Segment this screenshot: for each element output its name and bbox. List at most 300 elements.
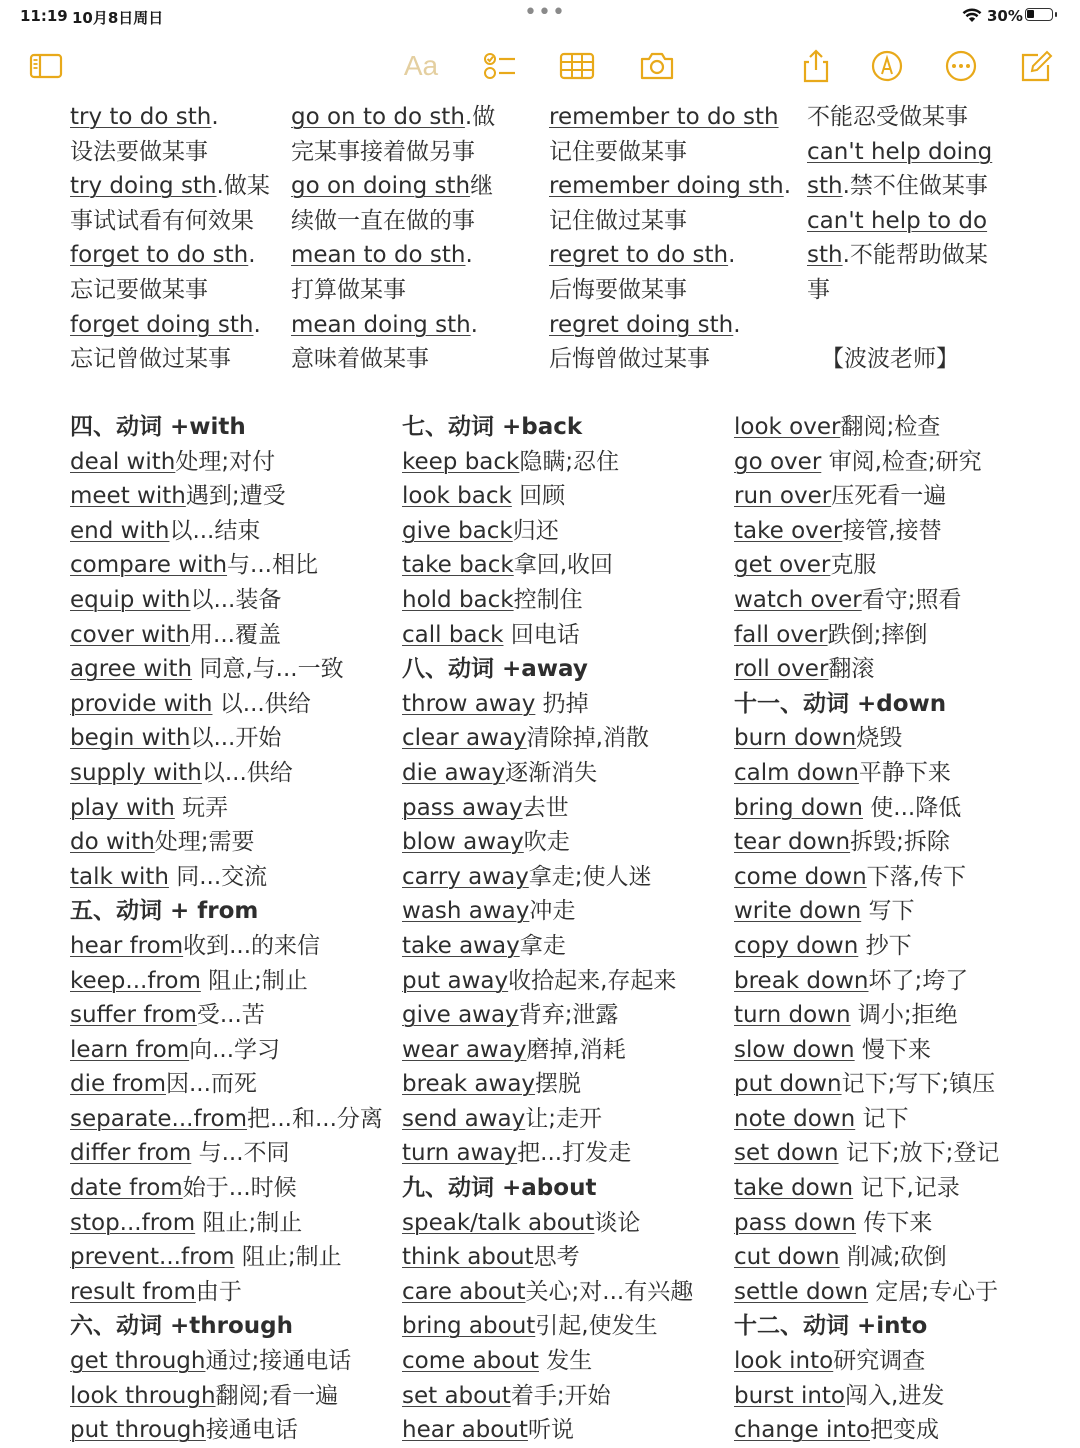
phrase-line (291, 135, 495, 170)
phrase-term: provide with (70, 690, 213, 717)
section-heading (70, 894, 383, 929)
phrase-term: meet with (70, 483, 186, 510)
phrase-line (402, 1136, 693, 1171)
phrase-meaning: 拿回,收回 (513, 552, 614, 579)
phrase-meaning: 下落,传下 (866, 863, 966, 890)
phrase-term: stop...from (70, 1209, 196, 1236)
phrase-line (402, 791, 693, 826)
phrase-meaning: 受...苦 (196, 1002, 265, 1029)
phrase-meaning: 后悔要做某事 (549, 276, 687, 303)
phrase-term: begin with (70, 725, 191, 752)
section-heading (402, 1171, 693, 1206)
top-column (549, 100, 791, 377)
phrase-line (70, 1067, 383, 1102)
phrase-term: keep...from (70, 967, 201, 994)
phrase-term: separate...from (70, 1105, 248, 1132)
status-date: 10月8日周日 (72, 9, 164, 27)
phrase-meaning: 使...降低 (863, 794, 962, 821)
phrase-line (734, 1413, 999, 1448)
phrase-line (402, 929, 693, 964)
phrase-meaning: 写下 (861, 898, 915, 925)
phrase-meaning: 把...和...分离 (247, 1105, 383, 1132)
phrase-meaning: 归还 (512, 517, 559, 544)
phrase-meaning: 引起,使发生 (535, 1313, 658, 1340)
phrase-term: end with (70, 517, 170, 544)
phrase-meaning: 同意,与...一致 (192, 656, 344, 683)
compose-icon[interactable] (1016, 48, 1056, 84)
phrase-meaning: 坏了;垮了 (868, 967, 969, 994)
phrase-meaning: 把变成 (870, 1417, 940, 1444)
phrase-term: set about (402, 1382, 511, 1409)
section-heading (734, 687, 999, 722)
phrase-term: burst into (734, 1382, 846, 1409)
phrase-term: die away (402, 759, 506, 786)
phrase-meaning: 谈论 (594, 1209, 641, 1236)
phrase-meaning: 记下,记录 (853, 1175, 960, 1202)
note-body[interactable] (0, 100, 1080, 1444)
phrase-meaning: 由于 (195, 1278, 242, 1305)
phrase-meaning: 接通电话 (205, 1417, 298, 1444)
phrase-term: pass away (402, 794, 523, 821)
phrase-term: call back (402, 621, 504, 648)
phrase-line (549, 169, 791, 204)
phrase-line (70, 1033, 383, 1068)
phrase-line (549, 204, 791, 239)
phrase-meaning: 忘记要做某事 (70, 276, 208, 303)
phrase-meaning: 忘记曾做过某事 (70, 346, 231, 373)
phrase-line (549, 135, 791, 170)
phrase-term: speak/talk about (402, 1209, 595, 1236)
phrase-term: slow down (734, 1036, 855, 1063)
phrase-term: note down (734, 1105, 856, 1132)
phrase-meaning: . (733, 311, 741, 338)
phrase-line (734, 1067, 999, 1102)
section-column (70, 410, 383, 1448)
multitasking-dots-icon[interactable]: ••• (524, 0, 566, 25)
phrase-line (70, 652, 383, 687)
phrase-term: supply with (70, 759, 202, 786)
phrase-meaning: 让;走开 (525, 1105, 602, 1132)
phrase-line (402, 998, 693, 1033)
heading-text: 八、动词 +away (402, 656, 588, 683)
phrase-term: watch over (734, 586, 862, 613)
phrase-meaning: 冲走 (529, 898, 576, 925)
phrase-line (70, 1379, 383, 1414)
phrase-meaning: 背弃;泄露 (518, 1002, 619, 1029)
phrase-line (70, 687, 383, 722)
phrase-term: run over (734, 483, 832, 510)
phrase-meaning: 发生 (538, 1348, 593, 1375)
phrase-meaning: 通过;接通电话 (205, 1348, 352, 1375)
phrase-meaning: .做某 (216, 173, 270, 200)
phrase-meaning: 以...供给 (201, 759, 293, 786)
phrase-line (70, 238, 270, 273)
phrase-line (402, 583, 693, 618)
phrase-meaning: 慢下来 (854, 1036, 931, 1063)
phrase-meaning: 记下;放下;登记 (838, 1140, 1000, 1167)
phrase-term: deal with (70, 448, 176, 475)
phrase-meaning: 着手;开始 (510, 1382, 611, 1409)
phrase-line (402, 1033, 693, 1068)
phrase-line (734, 618, 999, 653)
phrase-term: put down (734, 1071, 842, 1098)
phrase-line (807, 308, 992, 343)
phrase-term: bring down (734, 794, 863, 821)
phrase-term: sth (807, 173, 843, 200)
phrase-term: wear away (402, 1036, 527, 1063)
phrase-line (807, 342, 992, 377)
phrase-line (402, 1309, 693, 1344)
phrase-meaning: 与...相比 (227, 552, 318, 579)
phrase-meaning: 后悔曾做过某事 (549, 346, 710, 373)
phrase-line (734, 894, 999, 929)
phrase-meaning: 阻止;制止 (200, 967, 308, 994)
phrase-line (402, 825, 693, 860)
phrase-line (807, 135, 992, 170)
phrase-meaning: 磨掉,消耗 (526, 1036, 626, 1063)
phrase-line (291, 169, 495, 204)
phrase-line (807, 169, 992, 204)
phrase-meaning: 翻滚 (828, 656, 875, 683)
phrase-meaning: 传下来 (856, 1209, 933, 1236)
phrase-meaning: . (728, 242, 736, 269)
phrase-term: get through (70, 1348, 206, 1375)
phrase-meaning: 遇到;遭受 (185, 483, 286, 510)
phrase-meaning: 以...供给 (212, 690, 311, 717)
phrase-line (70, 825, 383, 860)
table-icon[interactable] (557, 48, 597, 84)
phrase-line (402, 756, 693, 791)
phrase-term: compare with (70, 552, 228, 579)
phrase-term: settle down (734, 1278, 869, 1305)
phrase-term: agree with (70, 656, 193, 683)
phrase-meaning: 继 (470, 173, 494, 200)
phrase-term: write down (734, 898, 862, 925)
phrase-term: care about (402, 1278, 526, 1305)
section-heading (70, 410, 383, 445)
section-heading (734, 1309, 999, 1344)
phrase-term: clear away (402, 725, 527, 752)
phrase-line (549, 308, 791, 343)
phrase-line (70, 929, 383, 964)
phrase-term: look into (734, 1348, 834, 1375)
phrase-line (734, 1379, 999, 1414)
phrase-meaning: . (211, 104, 219, 130)
phrase-line (70, 100, 270, 135)
phrase-meaning: .禁不住做某事 (842, 173, 988, 200)
battery-icon (1025, 8, 1053, 21)
phrase-term: turn down (734, 1002, 851, 1029)
phrase-meaning: 研究调查 (833, 1348, 926, 1375)
phrase-term: change into (734, 1417, 871, 1444)
phrase-line (402, 618, 693, 653)
phrase-line (402, 964, 693, 999)
heading-text: 六、动词 +through (70, 1313, 294, 1340)
phrase-meaning: .做 (464, 104, 496, 130)
phrase-line (70, 1275, 383, 1310)
phrase-meaning: 意味着做某事 (291, 346, 429, 373)
phrase-line (70, 721, 383, 756)
phrase-line (734, 964, 999, 999)
phrase-line (402, 1275, 693, 1310)
phrase-meaning: 处理;对付 (175, 448, 276, 475)
camera-icon[interactable] (637, 48, 677, 84)
phrase-line (70, 548, 383, 583)
phrase-line (70, 1413, 383, 1448)
phrase-line (402, 514, 693, 549)
phrase-line (734, 445, 999, 480)
phrase-line (70, 756, 383, 791)
phrase-term: sth (807, 242, 843, 269)
phrase-line (807, 238, 992, 273)
heading-text: 七、动词 +back (402, 414, 583, 440)
status-time: 11:19 (20, 7, 68, 25)
phrase-term: suffer from (70, 1002, 197, 1029)
phrase-meaning: 抄下 (858, 932, 912, 959)
phrase-term: equip with (70, 586, 191, 613)
phrase-line (734, 721, 999, 756)
phrase-line (291, 342, 495, 377)
phrase-term: play with (70, 794, 175, 821)
phrase-term: mean doing sth (291, 311, 471, 338)
phrase-line (734, 1033, 999, 1068)
battery-percent: 30% (987, 7, 1023, 25)
phrase-line (734, 514, 999, 549)
phrase-meaning: 因...而死 (165, 1071, 257, 1098)
phrase-meaning: 记住要做某事 (549, 138, 687, 165)
phrase-term: try to do sth (70, 104, 212, 130)
phrase-meaning: . (248, 242, 256, 269)
phrase-meaning: 事 (807, 276, 830, 303)
phrase-meaning: 吹走 (523, 829, 570, 856)
phrase-line (70, 1344, 383, 1379)
phrase-line (734, 1206, 999, 1241)
phrase-line (549, 238, 791, 273)
phrase-term: forget to do sth (70, 242, 249, 269)
phrase-line (734, 791, 999, 826)
phrase-meaning: 事试试看有何效果 (70, 207, 254, 234)
phrase-line (402, 445, 693, 480)
phrase-term: go on doing sth (291, 173, 471, 200)
phrase-line (70, 445, 383, 480)
phrase-line (402, 721, 693, 756)
phrase-term: come about (402, 1348, 539, 1375)
notes-toolbar (0, 38, 1080, 94)
section-heading (402, 410, 693, 445)
phrase-term: carry away (402, 863, 529, 890)
phrase-line (70, 618, 383, 653)
phrase-term: set down (734, 1140, 839, 1167)
phrase-meaning: 定居;专心于 (868, 1278, 999, 1305)
phrase-line (402, 479, 693, 514)
phrase-meaning: . (470, 311, 478, 338)
phrase-meaning: 与...不同 (191, 1140, 290, 1167)
phrase-meaning: 平静下来 (858, 759, 951, 786)
phrase-meaning: 以...结束 (169, 517, 261, 544)
phrase-term: take away (402, 932, 520, 959)
phrase-term: look over (734, 414, 841, 440)
phrase-meaning: 烧毁 (856, 725, 903, 752)
phrase-term: look through (70, 1382, 216, 1409)
phrase-term: give back (402, 517, 513, 544)
phrase-meaning: 不能忍受做某事 (807, 104, 968, 130)
phrase-term: cut down (734, 1244, 840, 1271)
phrase-meaning: 拿走 (519, 932, 566, 959)
phrase-meaning: 控制住 (513, 586, 583, 613)
phrase-term: wash away (402, 898, 530, 925)
phrase-line (70, 998, 383, 1033)
phrase-line (549, 100, 791, 135)
phrase-term: give away (402, 1002, 519, 1029)
phrase-term: can't help doing (807, 138, 993, 165)
more-icon[interactable] (941, 48, 981, 84)
phrase-term: learn from (70, 1036, 190, 1063)
phrase-term: think about (402, 1244, 534, 1271)
share-icon[interactable] (796, 48, 836, 84)
phrase-line (402, 894, 693, 929)
markup-icon[interactable] (867, 48, 907, 84)
phrase-line (70, 1240, 383, 1275)
phrase-line (734, 1240, 999, 1275)
phrase-line (70, 479, 383, 514)
phrase-line (549, 273, 791, 308)
phrase-term: prevent...from (70, 1244, 235, 1271)
phrase-line (70, 514, 383, 549)
heading-text: 十二、动词 +into (734, 1313, 928, 1340)
format-text-button[interactable]: Aa (403, 50, 439, 81)
phrase-term: date from (70, 1175, 183, 1202)
phrase-meaning: 削减;砍倒 (839, 1244, 947, 1271)
phrase-meaning: 续做一直在做的事 (291, 207, 475, 234)
phrase-line (291, 204, 495, 239)
section-heading (70, 1309, 383, 1344)
phrase-line (734, 410, 999, 445)
phrase-meaning: 跌倒;摔倒 (827, 621, 928, 648)
phrase-line (734, 756, 999, 791)
phrase-line (70, 342, 270, 377)
section-column (734, 410, 999, 1448)
phrase-term: put through (70, 1417, 206, 1444)
phrase-term: copy down (734, 932, 859, 959)
checklist-icon[interactable] (479, 48, 519, 84)
phrase-line (70, 964, 383, 999)
phrase-term: roll over (734, 656, 829, 683)
phrase-term: take back (402, 552, 514, 579)
phrase-meaning: 拿走;使人迷 (528, 863, 652, 890)
phrase-line (70, 204, 270, 239)
phrase-term: keep back (402, 448, 520, 475)
phrase-line (734, 860, 999, 895)
phrase-line (734, 998, 999, 1033)
phrase-meaning: 始于...时候 (182, 1175, 297, 1202)
phrase-term: do with (70, 829, 155, 856)
phrase-meaning: 回电话 (503, 621, 580, 648)
phrase-meaning: 逐渐消失 (505, 759, 598, 786)
phrase-meaning: 以...装备 (190, 586, 282, 613)
phrase-line (549, 342, 791, 377)
phrase-term: put away (402, 967, 509, 994)
phrase-meaning: 收到...的来信 (183, 932, 321, 959)
phrase-meaning: 阻止;制止 (234, 1244, 342, 1271)
phrase-term: go on to do sth (291, 104, 465, 130)
phrase-meaning: 克服 (830, 552, 877, 579)
phrase-line (70, 791, 383, 826)
phrase-line (70, 169, 270, 204)
phrase-term: send away (402, 1105, 526, 1132)
phrase-meaning: 扔掉 (535, 690, 589, 717)
phrase-line (734, 1344, 999, 1379)
phrase-line (291, 238, 495, 273)
sidebar-icon[interactable] (26, 48, 66, 84)
phrase-line (70, 583, 383, 618)
phrase-meaning: 处理;需要 (154, 829, 255, 856)
phrase-line (734, 479, 999, 514)
phrase-meaning: 阻止;制止 (195, 1209, 303, 1236)
phrase-meaning: 同...交流 (168, 863, 268, 890)
phrase-line (402, 1067, 693, 1102)
phrase-meaning: 关心;对...有兴趣 (525, 1278, 694, 1305)
phrase-line (734, 1275, 999, 1310)
phrase-line (734, 825, 999, 860)
phrase-line (402, 1206, 693, 1241)
phrase-line (402, 687, 693, 722)
phrase-meaning: 翻阅;检查 (840, 414, 941, 440)
top-column (70, 100, 270, 377)
phrase-meaning: 压死看一遍 (831, 483, 947, 510)
phrase-meaning: 完某事接着做另事 (291, 138, 475, 165)
phrase-term: cover with (70, 621, 191, 648)
phrase-meaning: 清除掉,消散 (526, 725, 649, 752)
phrase-term: get over (734, 552, 831, 579)
phrase-line (70, 308, 270, 343)
phrase-term: result from (70, 1278, 196, 1305)
phrase-meaning: . (253, 311, 261, 338)
wifi-icon (962, 8, 982, 27)
phrase-term: remember doing sth (549, 173, 784, 200)
phrase-term: calm down (734, 759, 859, 786)
phrase-term: can't help to do (807, 207, 988, 234)
phrase-line (291, 100, 495, 135)
phrase-term: take over (734, 517, 843, 544)
phrase-term: go over (734, 448, 822, 475)
phrase-term: take down (734, 1175, 854, 1202)
phrase-term: fall over (734, 621, 828, 648)
phrase-term: hold back (402, 586, 514, 613)
phrase-line (402, 1102, 693, 1137)
phrase-meaning: 闯入,进发 (845, 1382, 945, 1409)
phrase-term: hear from (70, 932, 184, 959)
phrase-line (734, 652, 999, 687)
phrase-line (402, 1344, 693, 1379)
phrase-term: forget doing sth (70, 311, 254, 338)
phrase-meaning: 拆毁;拆除 (850, 829, 950, 856)
heading-text: 十一、动词 +down (734, 690, 947, 717)
phrase-meaning: 打算做某事 (291, 276, 406, 303)
phrase-meaning: 调小;拒绝 (850, 1002, 958, 1029)
heading-text: 四、动词 +with (70, 414, 246, 440)
phrase-line (70, 273, 270, 308)
phrase-meaning: .不能帮助做某 (842, 242, 988, 269)
phrase-term: come down (734, 863, 867, 890)
phrase-line (734, 929, 999, 964)
phrase-term: break away (402, 1071, 536, 1098)
phrase-meaning: . (465, 242, 473, 269)
phrase-term: regret to do sth (549, 242, 729, 269)
phrase-line (70, 1206, 383, 1241)
phrase-line (291, 308, 495, 343)
phrase-line (402, 1240, 693, 1275)
phrase-term: hear about (402, 1417, 528, 1444)
